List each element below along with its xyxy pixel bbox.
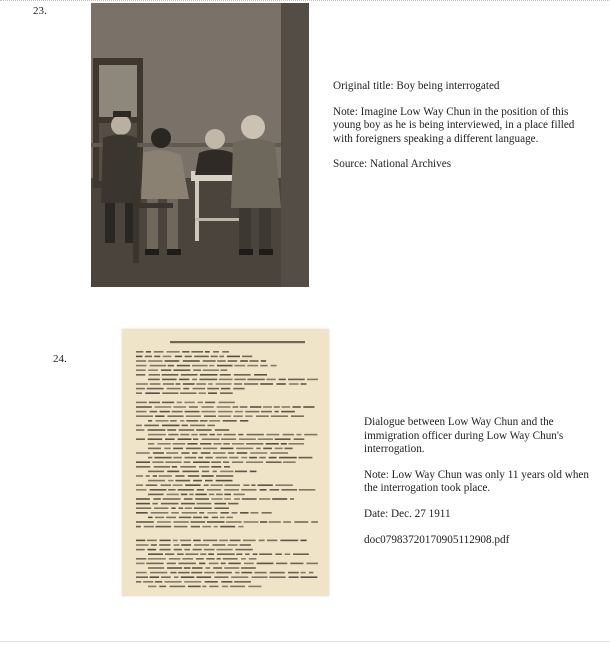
item-23-source: Source: National Archives bbox=[333, 158, 452, 171]
item-number-24: 24. bbox=[53, 353, 67, 365]
item-23-note: Note: Imagine Low Way Chun in the position of this young boy as he is being interviewed, in a place filled with foreigners speaking a different language. bbox=[333, 105, 575, 145]
item-24-description: Dialogue between Low Way Chun and the immigration officer during Low Way Chun's interrogation. bbox=[364, 416, 564, 456]
item-24-date: Date: Dec. 27 1911 bbox=[364, 507, 451, 520]
interrogation-document-scan bbox=[122, 329, 329, 596]
item-number-23: 23. bbox=[33, 5, 47, 17]
item-23-title: Original title: Boy being interrogated bbox=[333, 80, 500, 92]
interrogation-photo bbox=[91, 3, 309, 287]
item-24-filename: doc07983720170905112908.pdf bbox=[364, 533, 510, 546]
item-24-caption bbox=[364, 416, 604, 559]
top-dotted-rule bbox=[0, 0, 610, 1]
bottom-rule bbox=[0, 641, 610, 642]
item-24-note: Note: Low Way Chun was only 11 years old when the interrogation took place. bbox=[364, 468, 589, 495]
item-23-caption bbox=[333, 80, 583, 184]
